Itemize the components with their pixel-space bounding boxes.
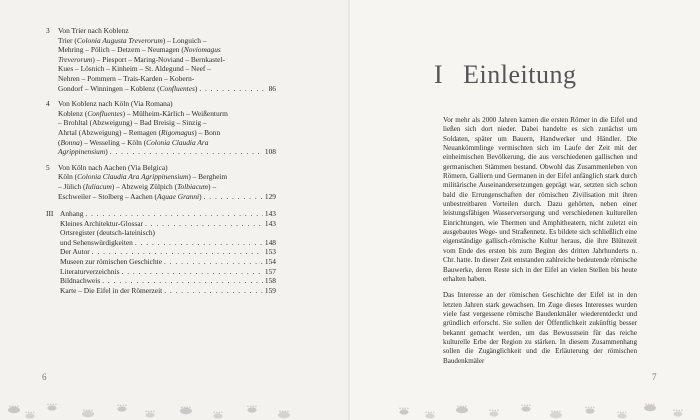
chapter-heading: [434, 60, 577, 90]
toc-text: Ahrtal (Abzweigung) – Remagen (: [58, 127, 162, 137]
toc-leader-dots: [135, 238, 263, 248]
toc-leader-dots: [164, 286, 263, 296]
toc-text: ): [194, 83, 198, 93]
toc-line-text: [58, 172, 276, 182]
toc-text: (: [58, 137, 61, 147]
toc-entry-label: Der Autor: [60, 247, 90, 257]
toc-line-text: [58, 128, 276, 138]
page-number-left: 6: [42, 372, 47, 382]
toc-line-text: [58, 118, 276, 128]
latin-name: Bonna: [60, 137, 80, 147]
toc-entry-label: und Sehenswürdigkeiten: [60, 237, 133, 247]
chapter-number: I: [434, 60, 444, 89]
toc-page-number: 157: [264, 266, 276, 276]
toc-entry: [60, 219, 276, 229]
toc-text: ): [199, 191, 202, 201]
toc-text: Koblenz (: [58, 108, 88, 118]
paragraph-2: Das Interesse an der römischen Geschichte der Eifel ist in den letzten Jahren stark gewachsen. Im Zuge dieses Interesses wurden viele fast vergessene römische Baudenkmäler wiederentdeckt und gründlich erforscht. Sie sollen der Öffentlichkeit zukünftig besser bekannt gemacht werden, um das Bewusstsein für das reiche kulturelle Erbe der Region zu stärken. In diesem Zusammenhang sollen die Zugänglichkeit und die Erläuterung der römischen Baudenkmäler: [443, 291, 637, 365]
toc-text: ) – Bergheim: [188, 172, 228, 182]
toc-section-title: [46, 163, 276, 173]
toc-section-number: 3: [46, 26, 50, 35]
toc-leader-dots: [92, 247, 263, 257]
toc-text: Köln (: [58, 172, 78, 182]
toc-entry-label: Kleines Architektur-Glossar: [60, 218, 143, 228]
latin-name: Aquae Granni: [157, 191, 200, 201]
toc-appendix-body: [46, 209, 276, 295]
toc-text: Eschweiler – Stolberg – Aachen (: [58, 191, 157, 201]
toc-entry: [58, 192, 276, 202]
toc-text: – Brohltal (Abzweigung) – Bad Breisig – Sinzig –: [58, 118, 207, 128]
toc-appendix: [46, 209, 276, 295]
toc-section-number: 5: [46, 162, 50, 172]
toc-line-text: [58, 45, 276, 55]
toc-section: [46, 163, 276, 201]
toc-leader-dots: [110, 147, 263, 157]
toc-section-body: [46, 36, 276, 94]
toc-appendix-number: III: [46, 209, 54, 219]
toc-leader-dots: [199, 84, 266, 94]
toc-text: – Jülich (: [58, 181, 86, 191]
toc-page-number: 154: [264, 257, 276, 267]
toc-section-body: [46, 172, 276, 201]
latin-name: Tolbiacum: [177, 181, 209, 191]
toc-text: ) – Abzweig Zülpich (: [111, 181, 178, 191]
toc-entry: [60, 247, 276, 257]
toc-leader-dots: [204, 192, 263, 202]
toc-text: ) – Mülheim-Kärlich – Weißenturm: [122, 108, 228, 118]
toc-page-number: 153: [264, 247, 276, 257]
toc-entry-label: [58, 84, 197, 94]
toc-page-number: 143: [264, 209, 276, 219]
toc-leader-dots: [164, 257, 263, 267]
latin-name: Confluentes: [87, 108, 123, 118]
paragraph-1: Vor mehr als 2000 Jahren kamen die ersten Römer in die Eifel und ließen sich dort nieder. Dabei handelte es sich zunächst um Soldaten, später um Bauern, Handwerker und Händler. Die Neuankömmlinge vermischten sich im Laufe der Zeit mit der einheimischen Bevölkerung, die aus verschiedenen gallischen und germanischen Stämmen bestand. Obwohl das Zusammenleben von Römern, Galliern und Germanen in der Eifel anfänglich stark durch militärische Auseinandersetzungen geprägt war, setzten sich schon bald die Errungenschaften der römischen Zivilisation mit ihren unbestreitbaren Vorteilen durch. Dazu gehörten, neben einer leistungsfähigen Wasserversorgung und verschiedenen kulturellen Einrichtungen, wie Thermen und Amphitheatern, nicht zuletzt ein ausgebautes Wege- und Straßennetz. Es bildete sich schließlich eine eigenständige gallisch-römische Kultur heraus, die ihre Blütezeit vom Ende des ersten bis zum Beginn des dritten Jahrhunderts n. Chr. hatte. In dieser Zeit entstanden zahlreiche bedeutende römische Bauwerke, deren Reste sich in der Eifel an vielen Stellen bis heute erhalten haben.: [443, 116, 637, 283]
toc-leader-dots: [122, 267, 263, 277]
toc-entry-label: [58, 147, 108, 157]
toc-line-text: [58, 36, 276, 46]
toc-text: ) – Piesport – Maring-Noviand – Bernkastel-: [92, 54, 225, 64]
latin-name: Confluentes: [159, 83, 195, 93]
toc-line-text: [58, 138, 276, 148]
right-page: [350, 0, 700, 420]
latin-name: Treverorum: [58, 54, 93, 64]
toc-entry: [60, 257, 276, 267]
toc-text: ) – Bonn: [194, 127, 221, 137]
toc-entry: [60, 228, 276, 238]
toc-page-number: 129: [264, 191, 276, 201]
toc-section: [46, 26, 276, 93]
toc-entry-label: Ortsregister (deutsch-lateinisch): [60, 228, 156, 238]
toc-section-heading: Von Köln nach Aachen (Via Belgica): [58, 162, 168, 172]
toc-entry: [60, 238, 276, 248]
toc-text: Nehren – Pommern – Trais-Karden – Kobern-: [58, 73, 195, 83]
toc-section-heading: Von Koblenz nach Köln (Via Romana): [58, 99, 173, 109]
toc-line-text: [58, 182, 276, 192]
toc-entry: [58, 147, 276, 157]
toc-entry-label: Literaturverzeichnis: [60, 266, 120, 276]
toc-entry-label: Bildnachweis: [60, 276, 101, 286]
toc-entry-label: Karte – Die Eifel in der Römerzeit: [60, 285, 163, 295]
toc-section-body: [46, 109, 276, 157]
toc-text: ) – Wesseling – Köln (: [79, 137, 147, 147]
toc-line-text: [58, 109, 276, 119]
toc-leader-dots: [145, 219, 263, 229]
toc-section-title: [46, 99, 276, 109]
body-text: [443, 116, 637, 373]
page-number-right: 7: [652, 372, 657, 382]
toc-section-number: 4: [46, 99, 50, 109]
toc-page-number: 158: [264, 276, 276, 286]
toc-entry-label: Anhang: [60, 209, 84, 219]
toc-text: Mehring – Pölich – Detzem – Neumagen (: [58, 45, 184, 55]
toc-page-number: 159: [264, 285, 276, 295]
toc-page-number: 143: [264, 218, 276, 228]
toc-section-title: [46, 26, 276, 36]
toc-entry: [60, 267, 276, 277]
toc-section-heading: Von Trier nach Koblenz: [58, 26, 129, 35]
toc-line-text: [58, 74, 276, 84]
toc-entry: [58, 84, 276, 94]
toc-text: ) – Longuich –: [162, 35, 207, 45]
chapter-title: Einleitung: [463, 60, 577, 89]
toc-entry: [60, 286, 276, 296]
latin-name: Colonia Claudia Ara Agrippinensium: [77, 172, 189, 182]
toc-page-number: 86: [268, 83, 276, 93]
toc-entry-label: [58, 192, 202, 202]
latin-name: Noviomagus: [183, 45, 221, 55]
toc-text: ): [105, 147, 108, 157]
toc-page-number: 108: [264, 147, 276, 157]
toc-leader-dots: [102, 276, 263, 286]
toc-text: Kues – Lösnich – Kinheim – St. Aldegund – Neef –: [58, 64, 211, 74]
toc-entry-label: Museen zur römischen Geschichte: [60, 257, 162, 267]
latin-name: Colonia Augusta Treverorum: [76, 35, 163, 45]
toc-line-text: [58, 64, 276, 74]
latin-name: Rigomagus: [161, 127, 195, 137]
table-of-contents: [46, 26, 276, 295]
toc-entry: [60, 276, 276, 286]
toc-text: Trier (: [58, 35, 77, 45]
toc-text: Gondorf – Winningen – Koblenz (: [58, 83, 160, 93]
toc-section: [46, 99, 276, 157]
latin-name: Colonia Claudia Ara: [146, 137, 209, 147]
toc-text: ) –: [208, 181, 217, 191]
toc-line-text: [58, 55, 276, 65]
toc-entry: [60, 209, 276, 219]
latin-name: Agrippinensium: [58, 147, 106, 157]
toc-page-number: 148: [264, 237, 276, 247]
toc-leader-dots: [85, 209, 263, 219]
latin-name: Iuliacum: [85, 181, 112, 191]
